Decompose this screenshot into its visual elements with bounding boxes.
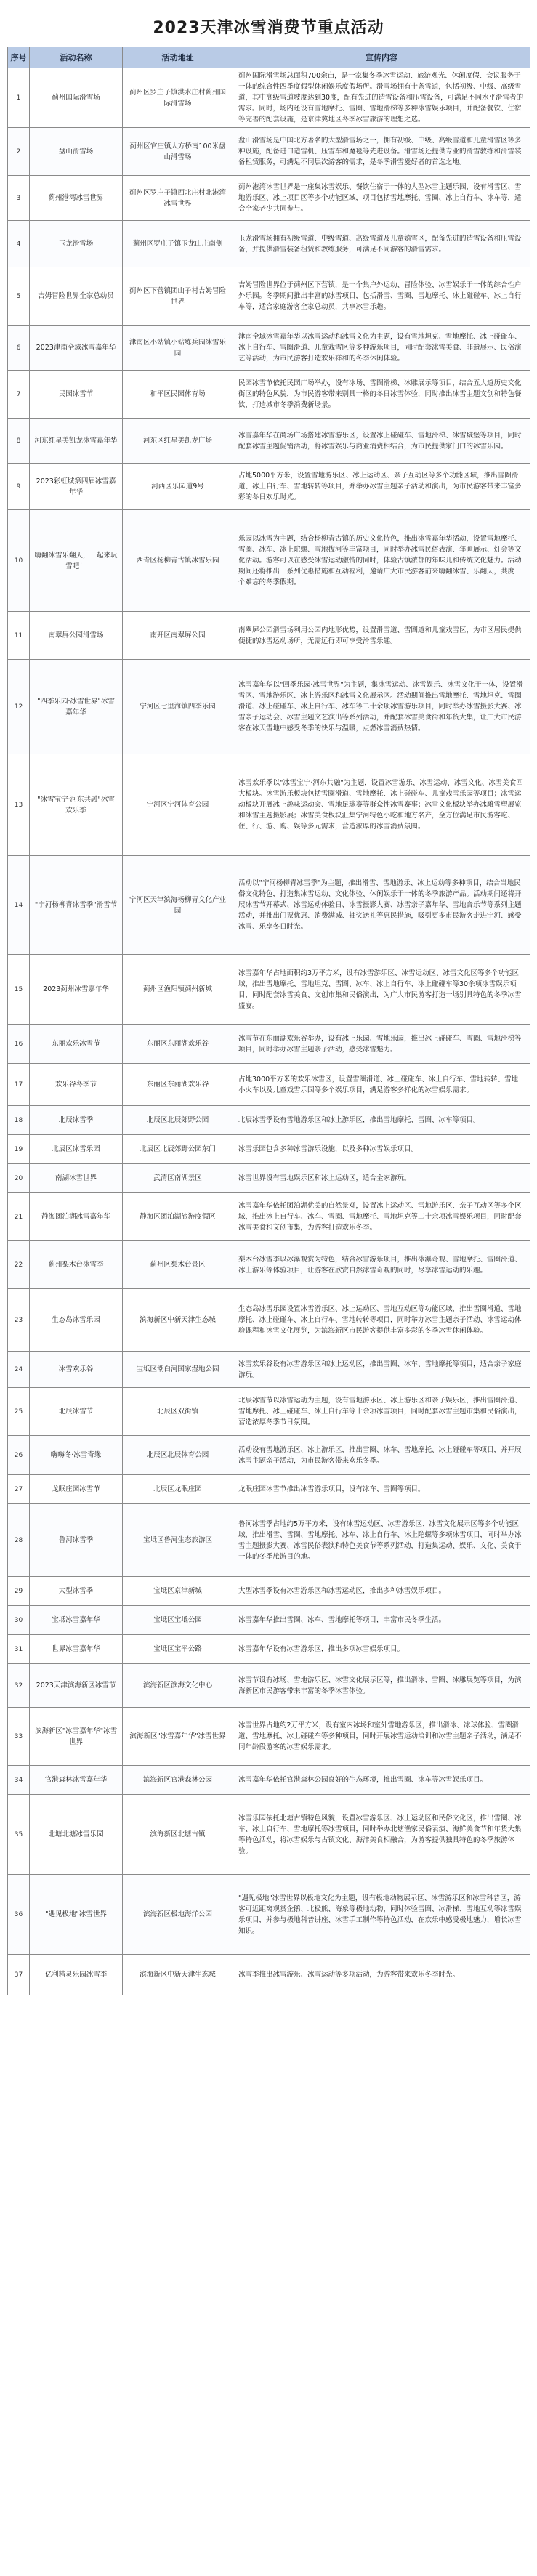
row-address: 滨海新区滨海文化中心 [123, 1664, 233, 1708]
row-description: 民园冰雪节依托民园广场举办，设有冰场、雪圈滑梯、冰雕展示等项目，结合五大道历史文化街区的特色风貌，为市民游客带来别具一格的冬日冰雪体验，同时推出冰雪主题文创和特色餐饮，打造城市冬季消费新场景。 [233, 371, 530, 419]
row-name: "宁河杨柳青冰雪季"滑雪节 [30, 856, 123, 955]
row-address: 南开区南翠屏公园 [123, 612, 233, 660]
row-seq: 10 [8, 510, 30, 612]
row-seq: 2 [8, 128, 30, 176]
row-seq: 32 [8, 1664, 30, 1708]
table-row [8, 1504, 530, 1577]
row-description: 冰雪世界设有雪地娱乐区和冰上运动区，适合全家游玩。 [233, 1164, 530, 1193]
row-seq: 26 [8, 1436, 30, 1475]
row-seq: 18 [8, 1106, 30, 1135]
row-name: 盘山滑雪场 [30, 128, 123, 176]
row-address: 蓟州区罗庄子镇洪水庄村蓟州国际滑雪场 [123, 68, 233, 128]
row-description: 南翠屏公园滑雪场利用公园内地形优势，设置滑雪道、雪圈道和儿童戏雪区，为市区居民提供便捷的冰雪运动场所，无需远行即可享受滑雪乐趣。 [233, 612, 530, 660]
table-row [8, 1241, 530, 1289]
row-seq: 30 [8, 1606, 30, 1635]
row-description: 生态岛冰雪乐园设置冰雪游乐区、冰上运动区、雪地互动区等功能区域，推出雪圈滑道、雪地摩托、冰上碰碰车、冰上自行车、雪地转转等项目，同时举办冰雪主题亲子活动、冰雪运动体验课程和冰雪文化展览，为滨海新区市民游客提供丰富多彩的冬季冰雪休闲体验。 [233, 1289, 530, 1352]
row-description: 冰雪节设有冰场、雪地游乐区、冰雪文化展示区等，推出滑冰、雪圈、冰雕展览等项目，为滨海新区市民游客带来丰富的冬季冰雪体验。 [233, 1664, 530, 1708]
row-seq: 7 [8, 371, 30, 419]
table-row [8, 1708, 530, 1766]
row-seq: 4 [8, 221, 30, 267]
table-row [8, 1635, 530, 1664]
row-description: 占地3000平方米的欢乐冰雪区，设置雪圈滑道、冰上碰碰车、冰上自行车、雪地转转、雪地小火车以及儿童戏雪乐园等多个娱乐项目，满足游客多样化的冰雪娱乐需求。 [233, 1064, 530, 1106]
table-row [8, 1388, 530, 1436]
row-seq: 21 [8, 1193, 30, 1241]
row-name: 冰雪欢乐谷 [30, 1352, 123, 1388]
row-address: 蓟州区下营镇团山子村吉姆冒险世界 [123, 267, 233, 326]
row-seq: 12 [8, 660, 30, 754]
row-address: 和平区民园体育场 [123, 371, 233, 419]
row-name: 蓟州港湾冰雪世界 [30, 176, 123, 221]
row-address: 宁河区七里海镇四季乐园 [123, 660, 233, 754]
row-name: 南湖冰雪世界 [30, 1164, 123, 1193]
row-seq: 22 [8, 1241, 30, 1289]
table-row [8, 1135, 530, 1164]
row-name: 嗨翻冰雪乐翻天，一起来玩雪吧！ [30, 510, 123, 612]
row-address: 河西区乐园道9号 [123, 464, 233, 510]
row-address: 滨海新区官港森林公园 [123, 1766, 233, 1795]
header-seq: 序号 [8, 47, 30, 68]
table-body [8, 68, 530, 1995]
table-row [8, 267, 530, 326]
row-address: 蓟州区官庄镇人方桥南100米盘山滑雪场 [123, 128, 233, 176]
row-seq: 16 [8, 1025, 30, 1064]
row-seq: 1 [8, 68, 30, 128]
row-seq: 19 [8, 1135, 30, 1164]
row-name: 北塘北塘冰雪乐园 [30, 1795, 123, 1875]
row-name: 河东红星美凯龙冰雪嘉年华 [30, 419, 123, 464]
row-address: 北辰区龙眠庄园 [123, 1475, 233, 1504]
row-address: 宝坻区京津新城 [123, 1577, 233, 1606]
row-seq: 24 [8, 1352, 30, 1388]
row-name: 东丽欢乐冰雪节 [30, 1025, 123, 1064]
row-name: 欢乐谷冬季节 [30, 1064, 123, 1106]
table-row [8, 1106, 530, 1135]
row-address: 蓟州区罗庄子镇玉龙山庄南侧 [123, 221, 233, 267]
table-header-row [8, 47, 530, 68]
row-description: 冰雪嘉年华设有冰雪游乐区，推出多项冰雪娱乐项目。 [233, 1635, 530, 1664]
row-description: "遇见极地"冰雪世界以极地文化为主题，设有极地动物展示区、冰雪游乐区和冰雪科普区，游客可近距离观赏企鹅、北极熊、海象等极地动物，同时体验雪圈、冰滑梯、雪地互动等冰雪娱乐项目，并参与极地科普讲座、冰雪手工制作等特色活动，在欢乐中感受极地魅力，增长冰雪知识。 [233, 1875, 530, 1955]
row-name: 大型冰雪季 [30, 1577, 123, 1606]
row-name: 民园冰雪节 [30, 371, 123, 419]
table-row [8, 1025, 530, 1064]
row-description: 冰雪嘉年华推出雪圈、冰车、雪地摩托等项目，丰富市民冬季生活。 [233, 1606, 530, 1635]
row-address: 宁河区天津滨海杨柳青文化产业园 [123, 856, 233, 955]
table-row [8, 1577, 530, 1606]
table-row [8, 856, 530, 955]
row-address: 东丽区东丽湖欢乐谷 [123, 1064, 233, 1106]
row-address: 宝坻区潮白河国家湿地公园 [123, 1352, 233, 1388]
row-seq: 20 [8, 1164, 30, 1193]
row-seq: 8 [8, 419, 30, 464]
row-description: 冰雪嘉年华依托官港森林公园良好的生态环境，推出雪圈、冰车等冰雪娱乐项目。 [233, 1766, 530, 1795]
table-row [8, 371, 530, 419]
row-seq: 14 [8, 856, 30, 955]
row-description: 冰雪欢乐谷设有冰雪游乐区和冰上运动区，推出雪圈、冰车、雪地摩托等项目，适合亲子家庭游玩。 [233, 1352, 530, 1388]
row-seq: 13 [8, 754, 30, 856]
table-row [8, 1795, 530, 1875]
row-name: 2023天津滨海新区冰雪节 [30, 1664, 123, 1708]
row-address: 武清区南湖景区 [123, 1164, 233, 1193]
row-name: "冰雪宝宁·河东共融"冰雪欢乐季 [30, 754, 123, 856]
row-name: 蓟州梨木台冰雪季 [30, 1241, 123, 1289]
row-address: 北辰区北辰郊野公园东门 [123, 1135, 233, 1164]
table-row [8, 1436, 530, 1475]
row-address: 蓟州区罗庄子镇西北庄村北港湾冰雪世界 [123, 176, 233, 221]
row-description: 龙眠庄园冰雪节推出冰雪游乐项目，设有冰车、雪圈等项目。 [233, 1475, 530, 1504]
table-row [8, 1766, 530, 1795]
row-description: 北辰冰雪节以冰雪运动为主题，设有雪地游乐区、冰上游乐区和亲子娱乐区，推出雪圈滑道、雪地摩托、冰上碰碰车、冰上自行车等十余项冰雪项目，同时配套冰雪主题市集和民俗演出，营造浓厚冬季节日氛围。 [233, 1388, 530, 1436]
row-address: 滨海新区极地海洋公园 [123, 1875, 233, 1955]
row-description: 活动设有雪地游乐区、冰上游乐区，推出雪圈、冰车、雪地摩托、冰上碰碰车等项目，并开展冰雪主题亲子活动，为市民游客带来欢乐冬季。 [233, 1436, 530, 1475]
row-description: 梨木台冰雪季以冰瀑观赏为特色，结合冰雪游乐项目，推出冰瀑奇观、雪地摩托、雪圈滑道、冰上游乐等体验项目，让游客在欣赏自然冰雪奇观的同时，尽享冰雪运动的乐趣。 [233, 1241, 530, 1289]
row-name: 宝坻冰雪嘉年华 [30, 1606, 123, 1635]
table-row [8, 1606, 530, 1635]
row-address: 宁河区宁河体育公园 [123, 754, 233, 856]
row-seq: 23 [8, 1289, 30, 1352]
table-row [8, 326, 530, 371]
table-row [8, 612, 530, 660]
table-row [8, 128, 530, 176]
row-seq: 25 [8, 1388, 30, 1436]
row-description: 吉姆冒险世界位于蓟州区下营镇，是一个集户外运动、冒险体验、冰雪娱乐于一体的综合性户外乐园。冬季期间推出丰富的冰雪项目，包括滑雪、雪圈、雪地摩托、冰上碰碰车、冰上自行车等，适合家庭游客全家总动员，共享冰雪乐趣。 [233, 267, 530, 326]
row-description: 蓟州国际滑雪场总面积700余亩，是一家集冬季冰雪运动、旅游观光、休闲度假、会议服务于一体的综合性四季度假型休闲娱乐度假场所。滑雪场拥有十条雪道，包括初级、中级、高级雪道，其中高级雪道坡度达到30度，配有先进的造雪设备和压雪设备，可满足不同水平滑雪者的需求。同时，场内还设有雪地摩托、雪圈、雪地滑梯等多种冰雪娱乐项目，并配备餐饮、住宿等完善的配套设施，是京津冀地区冬季冰雪旅游的理想之选。 [233, 68, 530, 128]
row-address: 滨海新区北塘古镇 [123, 1795, 233, 1875]
row-address: 宝坻区宝平公路 [123, 1635, 233, 1664]
row-name: 南翠屏公园滑雪场 [30, 612, 123, 660]
table-row [8, 660, 530, 754]
row-name: 生态岛冰雪乐园 [30, 1289, 123, 1352]
row-name: 鲁河冰雪季 [30, 1504, 123, 1577]
row-name: 2023彩虹城第四届冰雪嘉年华 [30, 464, 123, 510]
table-row [8, 1064, 530, 1106]
table-row [8, 1955, 530, 1995]
row-seq: 34 [8, 1766, 30, 1795]
row-address: 宝坻区宝坻公园 [123, 1606, 233, 1635]
row-name: 吉姆冒险世界全家总动员 [30, 267, 123, 326]
row-name: 2023蓟州冰雪嘉年华 [30, 955, 123, 1025]
page-title: 2023天津冰雪消费节重点活动 [153, 19, 384, 37]
table-row [8, 221, 530, 267]
table-row [8, 176, 530, 221]
row-address: 西青区杨柳青古镇冰雪乐园 [123, 510, 233, 612]
row-seq: 33 [8, 1708, 30, 1766]
row-seq: 15 [8, 955, 30, 1025]
row-description: 大型冰雪季设有冰雪游乐区和冰雪运动区，推出多种冰雪娱乐项目。 [233, 1577, 530, 1606]
row-description: 冰雪嘉年华依托团泊湖优美的自然景观，设置冰上运动区、雪地游乐区、亲子互动区等多个区域，推出冰上自行车、冰车、雪圈、雪地摩托、雪地坦克等二十余项冰雪娱乐项目，同时配套冰雪美食和文创市集，为游客打造欢乐冬季。 [233, 1193, 530, 1241]
row-description: 活动以"宁河杨柳青冰雪季"为主题，推出滑雪、雪地游乐、冰上运动等多种项目，结合当地民俗文化特色，打造集冰雪运动、文化体验、休闲娱乐于一体的冬季旅游产品。活动期间还将开展冰雪节开幕式、冰雪运动体验日、冰雪摄影大赛、冰雪亲子嘉年华、雪地音乐节等系列主题活动，并推出门票优惠、消费满减、抽奖送礼等惠民措施，吸引更多市民游客走进宁河、感受冰雪、乐享冬日时光。 [233, 856, 530, 955]
row-name: 亿利精灵乐园冰雪季 [30, 1955, 123, 1995]
row-description: 乐园以冰雪为主题，结合杨柳青古镇的历史文化特色，推出冰雪嘉年华活动，设置雪地摩托、雪圈、冰车、冰上陀螺、雪地拔河等丰富项目，同时举办冰雪民俗表演、年画展示、灯会等文化活动。游客可以在感受冰雪运动激情的同时，体验古镇浓郁的年味儿和传统文化魅力。活动期间还将推出一系列优惠措施和互动福利，邀请广大市民游客前来嗨翻冰雪、乐翻天，共度一个难忘的冬季假期。 [233, 510, 530, 612]
row-description: 冰雪欢乐季以"冰雪宝宁·河东共融"为主题，设置冰雪游乐、冰雪运动、冰雪文化、冰雪美食四大板块。冰雪游乐板块包括雪圈滑道、雪地摩托、冰上碰碰车、儿童戏雪乐园等项目；冰雪运动板块开展冰上趣味运动会、雪地足球赛等群众性冰雪赛事；冰雪文化板块举办冰雕雪塑展览和冰雪主题摄影展；冰雪美食板块汇集宁河特色小吃和地方名产，全方位满足市民游客吃、住、行、游、购、娱等多元需求，营造浓厚的冰雪消费氛围。 [233, 754, 530, 856]
row-description: 盘山滑雪场是中国北方著名的大型滑雪场之一，拥有初级、中级、高级雪道和儿童滑雪区等多种设施，配备进口造雪机、压雪车和魔毯等先进设备。滑雪场还提供专业的滑雪教练和滑雪装备租赁服务，可满足不同层次游客的需求，是冬季滑雪爱好者的首选之地。 [233, 128, 530, 176]
table-row [8, 68, 530, 128]
row-description: 冰雪嘉年华占地面积约3万平方米，设有冰雪游乐区、冰雪运动区、冰雪文化区等多个功能区域，推出雪地摩托、雪地坦克、雪圈、冰车、冰上自行车、冰上碰碰车等30余项冰雪娱乐项目，同时配套冰雪美食、文创市集和民俗演出，为广大市民游客打造一场别具特色的冬季冰雪盛宴。 [233, 955, 530, 1025]
row-name: 静海团泊湖冰雪嘉年华 [30, 1193, 123, 1241]
row-address: 蓟州区梨木台景区 [123, 1241, 233, 1289]
row-seq: 27 [8, 1475, 30, 1504]
row-address: 津南区小站镇小站练兵园冰雪乐园 [123, 326, 233, 371]
row-address: 滨海新区中新天津生态城 [123, 1289, 233, 1352]
row-name: "四季乐园·冰雪世界"冰雪嘉年华 [30, 660, 123, 754]
row-name: 北辰冰雪季 [30, 1106, 123, 1135]
row-address: 宝坻区鲁河生态旅游区 [123, 1504, 233, 1577]
activity-table [7, 47, 530, 1995]
row-description: 冰雪季推出冰雪游乐、冰雪运动等多项活动，为游客带来欢乐冬季时光。 [233, 1955, 530, 1995]
table-row [8, 419, 530, 464]
table-row [8, 464, 530, 510]
row-address: 滨海新区中新天津生态城 [123, 1955, 233, 1995]
row-description: 北辰冰雪季设有雪地游乐区和冰上游乐区，推出雪地摩托、雪圈、冰车等项目。 [233, 1106, 530, 1135]
row-seq: 9 [8, 464, 30, 510]
row-seq: 3 [8, 176, 30, 221]
row-seq: 31 [8, 1635, 30, 1664]
table-row [8, 1193, 530, 1241]
row-name: 2023津南全域冰雪嘉年华 [30, 326, 123, 371]
row-name: 玉龙滑雪场 [30, 221, 123, 267]
table-row [8, 1164, 530, 1193]
row-description: 玉龙滑雪场拥有初级雪道、中级雪道、高级雪道及儿童嬉雪区，配备先进的造雪设备和压雪设备，并提供滑雪装备租赁和教练服务，可满足不同游客的滑雪需求。 [233, 221, 530, 267]
row-seq: 29 [8, 1577, 30, 1606]
header-name: 活动名称 [30, 47, 123, 68]
row-seq: 5 [8, 267, 30, 326]
row-seq: 17 [8, 1064, 30, 1106]
row-description: 冰雪节在东丽湖欢乐谷举办，设有冰上乐园、雪地乐园，推出冰上碰碰车、雪圈、雪地滑梯等项目，同时举办冰雪主题亲子活动，感受冰雪魅力。 [233, 1025, 530, 1064]
row-description: 冰雪世界占地约2万平方米，设有室内冰场和室外雪地游乐区，推出滑冰、冰球体验、雪圈滑道、雪地摩托、冰上碰碰车等多种项目，同时开展冰雪运动培训和冰雪主题亲子活动，满足不同年龄段游客的冰雪娱乐需求。 [233, 1708, 530, 1766]
row-name: 蓟州国际滑雪场 [30, 68, 123, 128]
row-address: 北辰区双街镇 [123, 1388, 233, 1436]
row-address: 静海区团泊湖旅游度假区 [123, 1193, 233, 1241]
row-seq: 36 [8, 1875, 30, 1955]
row-description: 占地5000平方米，设置雪地游乐区、冰上运动区、亲子互动区等多个功能区域，推出雪圈滑道、冰上自行车、雪地转转等项目，并举办冰雪主题亲子活动和演出，为市民游客带来丰富多彩的冬日欢乐时光。 [233, 464, 530, 510]
row-name: 北辰冰雪节 [30, 1388, 123, 1436]
table-row [8, 1289, 530, 1352]
table-row [8, 1664, 530, 1708]
table-row [8, 754, 530, 856]
row-seq: 11 [8, 612, 30, 660]
row-seq: 37 [8, 1955, 30, 1995]
row-name: 滨海新区"冰雪嘉年华"冰雪世界 [30, 1708, 123, 1766]
row-name: 官港森林冰雪嘉年华 [30, 1766, 123, 1795]
row-address: 滨海新区"冰雪嘉年华"冰雪世界 [123, 1708, 233, 1766]
row-description: 冰雪乐园依托北塘古镇特色风貌，设置冰雪游乐区、冰上运动区和民俗文化区，推出雪圈、冰车、冰上自行车、雪地摩托等冰雪项目，同时举办北塘渔家民俗表演、海鲜美食节和年货大集等特色活动，将冰雪娱乐与古镇文化、海洋美食相融合，为游客提供独具特色的冬季旅游体验。 [233, 1795, 530, 1875]
row-seq: 28 [8, 1504, 30, 1577]
table-row [8, 1875, 530, 1955]
row-name: 世界冰雪嘉年华 [30, 1635, 123, 1664]
row-description: 冰雪乐园包含多种冰雪游乐设施，以及多种冰雪娱乐项目。 [233, 1135, 530, 1164]
table-row [8, 510, 530, 612]
row-address: 河东区红星美凯龙广场 [123, 419, 233, 464]
row-seq: 6 [8, 326, 30, 371]
row-address: 东丽区东丽湖欢乐谷 [123, 1025, 233, 1064]
row-address: 北辰区北辰郊野公园 [123, 1106, 233, 1135]
row-name: 北辰区冰雪乐园 [30, 1135, 123, 1164]
row-address: 北辰区北辰体育公园 [123, 1436, 233, 1475]
row-name: 嗨嗨冬·冰雪奇缘 [30, 1436, 123, 1475]
row-description: 津南全域冰雪嘉年华以冰雪运动和冰雪文化为主题，设有雪地坦克、雪地摩托、冰上碰碰车、冰上自行车、雪圈滑道、儿童戏雪区等多种游乐项目，同时配套冰雪美食、非遗展示、民俗演艺等活动，为市民游客打造欢乐祥和的冬季休闲体验。 [233, 326, 530, 371]
row-seq: 35 [8, 1795, 30, 1875]
row-description: 鲁河冰雪季占地约5万平方米，设有冰雪运动区、冰雪游乐区、冰雪文化展示区等多个功能区域，推出滑雪、雪圈、雪地摩托、冰车、冰上自行车、冰上陀螺等多项冰雪项目，同时举办冰雪主题摄影大赛、冰雪民俗表演和特色美食节等系列活动，打造集运动、娱乐、文化、美食于一体的冬季旅游目的地。 [233, 1504, 530, 1577]
row-description: 冰雪嘉年华在商场广场搭建冰雪游乐区，设置冰上碰碰车、雪地滑梯、冰雪城堡等项目，同时配套冰雪主题促销活动，将冰雪娱乐与商业消费相结合，为市民提供家门口的冰雪乐园。 [233, 419, 530, 464]
row-description: 冰雪嘉年华以"四季乐园·冰雪世界"为主题，集冰雪运动、冰雪娱乐、冰雪文化于一体，设置滑雪区、雪地游乐区、冰上游乐区和冰雪文化展示区。活动期间推出雪地摩托、雪地坦克、雪圈滑道、冰上碰碰车、冰上自行车、冰车等二十余项冰雪游乐项目，同时举办冰雪摄影大赛、冰雪亲子运动会、冰雪主题文艺演出等系列活动，并配套冰雪美食街和年货大集，让广大市民游客在冰天雪地中感受冬季的快乐与温暖，点燃冰雪消费热情。 [233, 660, 530, 754]
table-row [8, 955, 530, 1025]
table-row [8, 1475, 530, 1504]
header-address: 活动地址 [123, 47, 233, 68]
row-description: 蓟州港湾冰雪世界是一座集冰雪娱乐、餐饮住宿于一体的大型冰雪主题乐园，设有滑雪区、雪地游乐区、冰上项目区等多个功能区域，项目包括雪地摩托、雪圈、冰上自行车、冰车等，适合全家老少共同参与。 [233, 176, 530, 221]
row-name: "遇见极地"冰雪世界 [30, 1875, 123, 1955]
header-description: 宣传内容 [233, 47, 530, 68]
table-row [8, 1352, 530, 1388]
row-address: 蓟州区渔阳镇蓟州新城 [123, 955, 233, 1025]
row-name: 龙眠庄园冰雪节 [30, 1475, 123, 1504]
